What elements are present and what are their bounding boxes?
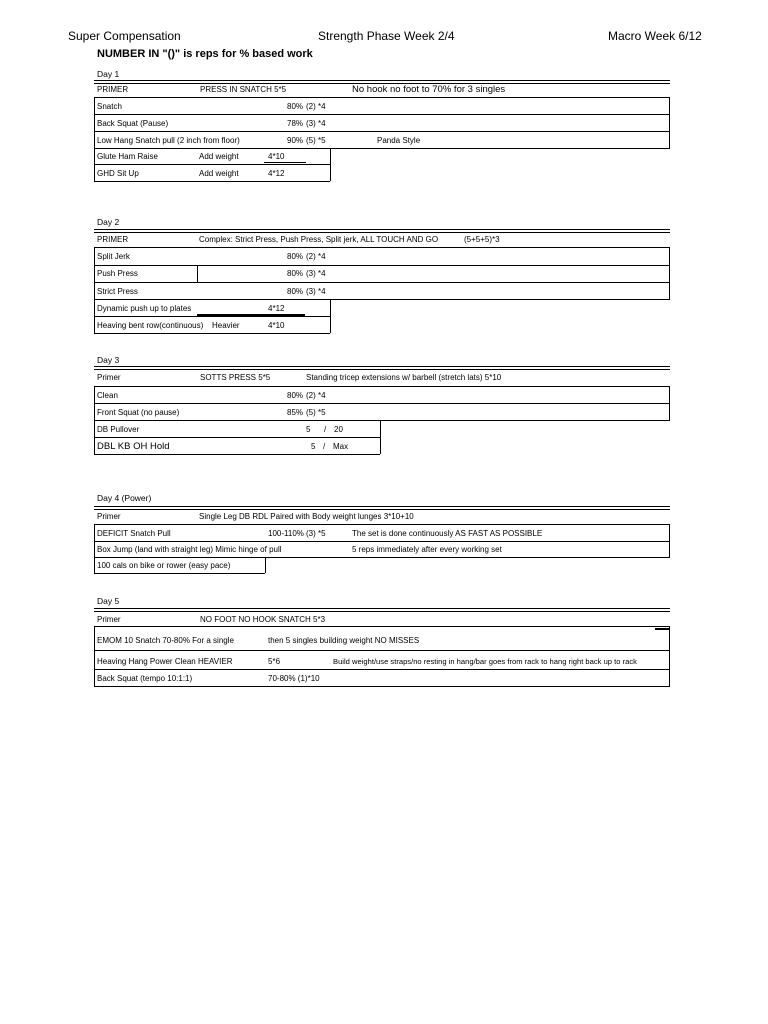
day5-primer-label: Primer [97, 615, 121, 624]
day3-row2-percent: 85% [287, 408, 304, 417]
day5-row3-exercise: Back Squat (tempo 10:1:1) [97, 674, 193, 683]
day3-label: Day 3 [97, 355, 120, 365]
day1-acc2-load: Add weight [199, 169, 239, 178]
day3-primer-note: Standing tricep extensions w/ barbell (stretch lats) 5*10 [306, 373, 502, 382]
day4-extra-text: 100 cals on bike or rower (easy pace) [97, 561, 231, 570]
day1-acc1-exercise: Glute Ham Raise [97, 152, 158, 161]
day2-primer-exercise: Complex: Strict Press, Push Press, Split jerk, ALL TOUCH AND GO [199, 235, 439, 244]
day4-row2-exercise: Box Jump (land with straight leg) Mimic hinge of pull [97, 545, 282, 554]
day3-row1-exercise: Clean [97, 391, 118, 400]
day1-acc1-load: Add weight [199, 152, 239, 161]
day1-acc2-exercise: GHD Sit Up [97, 169, 139, 178]
day2-label: Day 2 [97, 217, 120, 227]
day1-row3-exercise: Low Hang Snatch pull (2 inch from floor) [97, 136, 240, 145]
day2-row2-percent: 80% [287, 269, 304, 278]
day2-row1-exercise: Split Jerk [97, 252, 130, 261]
day3-acc2-value: Max [333, 442, 349, 451]
day4-primer-label: Primer [97, 512, 121, 521]
day1-row2-reps: (3) *4 [306, 119, 326, 128]
day2-acc2-exercise: Heaving bent row(continuous) [97, 321, 204, 330]
day1-primer-exercise: PRESS IN SNATCH 5*5 [200, 85, 287, 94]
day4-primer-exercise: Single Leg DB RDL Paired with Body weight lunges 3*10+10 [199, 512, 414, 521]
day1-row3-reps: (5) *5 [306, 136, 326, 145]
day5-label: Day 5 [97, 596, 120, 606]
day1-row3-percent: 90% [287, 136, 304, 145]
day2-row3-exercise: Strict Press [97, 287, 138, 296]
day1-acc2-sets: 4*12 [268, 169, 285, 178]
day2-row2-reps: (3) *4 [306, 269, 326, 278]
day4-divider [94, 506, 670, 510]
day1-row2-exercise: Back Squat (Pause) [97, 119, 169, 128]
day1-primer-note: No hook no foot to 70% for 3 singles [352, 84, 506, 95]
day2-divider [94, 229, 670, 233]
day5-divider [94, 608, 670, 612]
day5-row1-scheme: then 5 singles building weight NO MISSES [268, 636, 420, 645]
day4-row1-exercise: DEFICIT Snatch Pull [97, 529, 171, 538]
day1-row3-note: Panda Style [377, 136, 421, 145]
day5-row1-exercise: EMOM 10 Snatch 70-80% For a single [97, 636, 234, 645]
day4-row2-note: 5 reps immediately after every working set [352, 545, 502, 554]
day2-acc2-sets: 4*10 [268, 321, 285, 330]
day4-row1-percent: 100-110% [268, 529, 304, 538]
day5-row2-scheme: 5*6 [268, 657, 281, 666]
day3-acc2-exercise: DBL KB OH Hold [97, 441, 170, 452]
day2-row3-reps: (3) *4 [306, 287, 326, 296]
day3-row2-exercise: Front Squat (no pause) [97, 408, 180, 417]
day2-primer-scheme: (5+5+5)*3 [464, 235, 500, 244]
day1-label: Day 1 [97, 69, 120, 79]
day5-primer-exercise: NO FOOT NO HOOK SNATCH 5*3 [200, 615, 326, 624]
day2-row1-reps: (2) *4 [306, 252, 326, 261]
day3-acc1-value: 20 [334, 425, 343, 434]
day3-row1-reps: (2) *4 [306, 391, 326, 400]
day1-acc1-sets: 4*10 [268, 152, 285, 161]
day1-row1-percent: 80% [287, 102, 304, 111]
day2-row2-exercise: Push Press [97, 269, 138, 278]
day2-acc1-exercise: Dynamic push up to plates [97, 304, 192, 313]
day4-row1-reps: (3) *5 [306, 529, 326, 538]
day3-row2-reps: (5) *5 [306, 408, 326, 417]
day2-acc2-load: Heavier [212, 321, 240, 330]
day2-row1-percent: 80% [287, 252, 304, 261]
day3-primer-exercise: SOTTS PRESS 5*5 [200, 373, 271, 382]
day1-row1-reps: (2) *4 [306, 102, 326, 111]
header-left: Super Compensation [68, 29, 181, 43]
day3-acc2-slash: / [323, 442, 326, 451]
header-center: Strength Phase Week 2/4 [318, 29, 455, 43]
day3-divider [94, 366, 670, 370]
day3-acc1-sets: 5 [306, 425, 311, 434]
day2-acc1-sets: 4*12 [268, 304, 285, 313]
day3-acc1-slash: / [324, 425, 327, 434]
day5-row2-note: Build weight/use straps/no resting in hang/bar goes from rack to hang right back up to rack [333, 657, 637, 666]
day3-acc1-exercise: DB Pullover [97, 425, 140, 434]
day1-row1-exercise: Snatch [97, 102, 122, 111]
header-right: Macro Week 6/12 [608, 29, 702, 43]
day2-primer-label: PRIMER [97, 235, 129, 244]
day1-row2-percent: 78% [287, 119, 304, 128]
day5-row3-scheme: 70-80% (1)*10 [268, 674, 320, 683]
day2-row3-percent: 80% [287, 287, 304, 296]
day5-row2-exercise: Heaving Hang Power Clean HEAVIER [97, 657, 233, 666]
day3-acc2-sets: 5 [311, 442, 316, 451]
day4-row1-note: The set is done continuously AS FAST AS POSSIBLE [352, 529, 543, 538]
page-subtitle: NUMBER IN "()" is reps for % based work [97, 48, 313, 60]
day4-label: Day 4 (Power) [97, 493, 152, 503]
day1-primer-label: PRIMER [97, 85, 129, 94]
day3-primer-label: Primer [97, 373, 121, 382]
day3-row1-percent: 80% [287, 391, 304, 400]
